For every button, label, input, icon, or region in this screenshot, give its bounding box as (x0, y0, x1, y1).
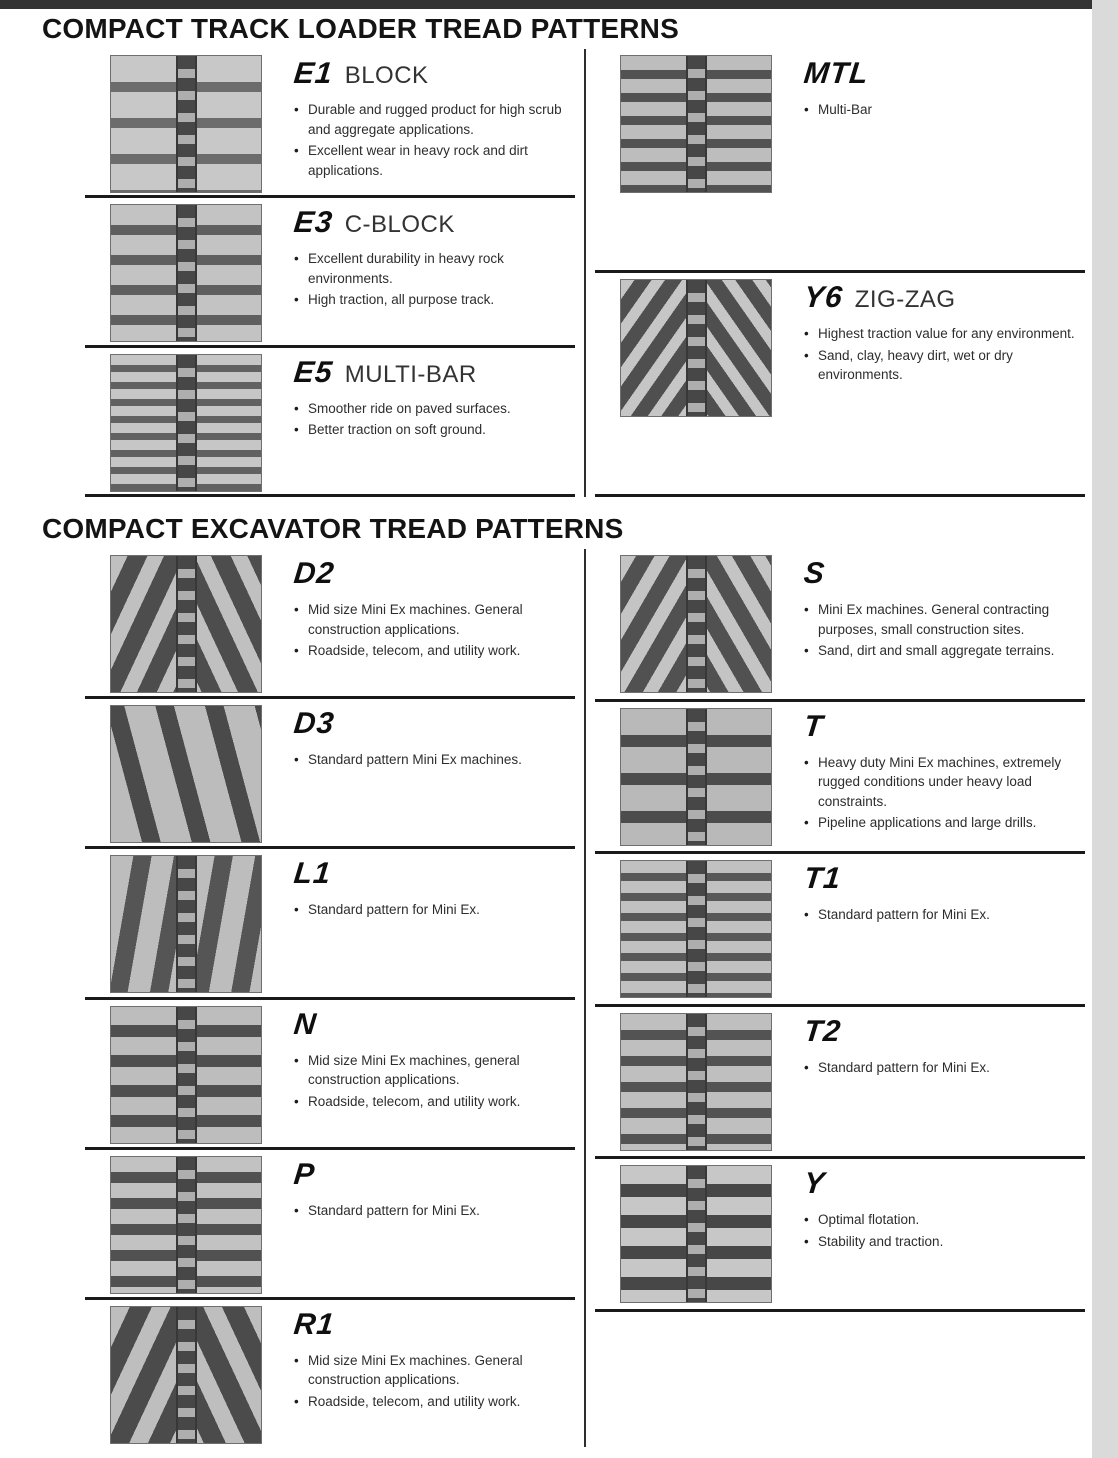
pattern-bullet-list (294, 249, 575, 310)
pattern-bullet-list (294, 1351, 575, 1412)
page-top-bar (0, 0, 1118, 9)
bullet-item: • Mid size Mini Ex machines, general construction applications. (294, 1051, 575, 1090)
bullet-item: • Standard pattern for Mini Ex. (804, 905, 1085, 925)
bullet-item: • Multi-Bar (804, 100, 1085, 120)
pattern-info (294, 705, 575, 838)
pattern-row-p (85, 1150, 575, 1297)
section-title-excavator: COMPACT EXCAVATOR TREAD PATTERNS (42, 513, 624, 544)
tread-photo-t1 (620, 860, 772, 998)
pattern-bullet-list (294, 1201, 575, 1221)
pattern-heading (294, 356, 575, 390)
tread-photo-t (620, 708, 772, 846)
pattern-subtitle: ZIG-ZAG (854, 286, 956, 313)
empty-cell (595, 1312, 1085, 1448)
pattern-heading (804, 1015, 1085, 1049)
pattern-code: Y6 (802, 281, 845, 314)
pattern-bullet-list (804, 1058, 1085, 1078)
section-end-rule (85, 494, 575, 497)
scan-edge-strip (1092, 0, 1118, 1458)
pattern-code: T (802, 709, 826, 743)
bullet-item: • Smoother ride on paved surfaces. (294, 399, 575, 419)
tread-photo-y (620, 1165, 772, 1303)
bullet-item: • Durable and rugged product for high scrub and aggregate applications. (294, 100, 575, 139)
pattern-heading (804, 281, 1085, 315)
pattern-row-r1 (85, 1300, 575, 1447)
bullet-item: • Pipeline applications and large drills. (804, 813, 1085, 833)
pattern-bullet-list (804, 600, 1085, 661)
track-loader-section (85, 49, 1087, 497)
pattern-code: L1 (292, 857, 333, 891)
pattern-row-t2 (595, 1007, 1085, 1157)
pattern-heading (804, 57, 1085, 91)
tread-photo-mtl (620, 55, 772, 193)
section-end-rule (595, 494, 1085, 497)
bullet-item: • Roadside, telecom, and utility work. (294, 1392, 575, 1412)
pattern-bullet-list (294, 750, 575, 770)
tread-photo-n (110, 1006, 262, 1144)
pattern-heading (804, 1167, 1085, 1201)
excavator-left-column (85, 549, 575, 1447)
bullet-item: • Optimal flotation. (804, 1210, 1085, 1230)
pattern-heading (294, 1308, 575, 1342)
bullet-item: • Standard pattern for Mini Ex. (294, 1201, 575, 1221)
pattern-info (804, 279, 1085, 486)
bullet-item: • Standard pattern for Mini Ex. (804, 1058, 1085, 1078)
tread-photo-e1-block (110, 55, 262, 193)
pattern-heading (804, 557, 1085, 591)
pattern-info (294, 555, 575, 688)
pattern-info (294, 1306, 575, 1439)
pattern-info (294, 55, 575, 187)
pattern-info (804, 1013, 1085, 1149)
bullet-item: • Sand, clay, heavy dirt, wet or dry environments. (804, 346, 1085, 385)
pattern-code: E3 (292, 206, 335, 240)
pattern-row-d3 (85, 699, 575, 846)
pattern-row-y (595, 1159, 1085, 1309)
pattern-info (294, 855, 575, 988)
pattern-info (294, 354, 575, 486)
pattern-bullet-list (804, 1210, 1085, 1251)
pattern-bullet-list (294, 100, 575, 180)
tread-photo-r1 (110, 1306, 262, 1444)
bullet-item: • Heavy duty Mini Ex machines, extremely rugged conditions under heavy load constraints. (804, 753, 1085, 812)
excavator-section (85, 549, 1087, 1447)
pattern-bullet-list (294, 399, 575, 440)
pattern-row-e5 (85, 348, 575, 494)
pattern-heading (804, 710, 1085, 744)
tread-photo-p (110, 1156, 262, 1294)
tread-photo-s (620, 555, 772, 693)
pattern-heading (294, 1008, 575, 1042)
pattern-subtitle: C-BLOCK (344, 211, 455, 239)
pattern-code: S (802, 557, 827, 590)
pattern-code: MTL (802, 57, 871, 90)
bullet-item: • Excellent durability in heavy rock environments. (294, 249, 575, 288)
loader-left-column (85, 49, 575, 497)
pattern-row-t1 (595, 854, 1085, 1004)
excavator-right-column (595, 549, 1085, 1447)
pattern-info (804, 55, 1085, 262)
tread-photo-t2 (620, 1013, 772, 1151)
tread-photo-d2 (110, 555, 262, 693)
bullet-item: • High traction, all purpose track. (294, 290, 575, 310)
pattern-info (804, 555, 1085, 691)
pattern-bullet-list (294, 600, 575, 661)
bullet-item: • Roadside, telecom, and utility work. (294, 641, 575, 661)
pattern-info (294, 1006, 575, 1139)
pattern-heading (294, 57, 575, 91)
pattern-code: R1 (292, 1307, 337, 1341)
pattern-bullet-list (294, 1051, 575, 1112)
pattern-subtitle: BLOCK (344, 62, 429, 89)
bullet-item: • Roadside, telecom, and utility work. (294, 1092, 575, 1112)
pattern-subtitle: MULTI-BAR (344, 360, 477, 388)
pattern-row-e3 (85, 198, 575, 344)
pattern-code: Y (802, 1167, 827, 1200)
loader-right-column (595, 49, 1085, 497)
pattern-row-d2 (85, 549, 575, 696)
pattern-row-t (595, 702, 1085, 852)
pattern-code: E5 (292, 355, 335, 389)
pattern-code: P (292, 1157, 317, 1191)
pattern-row-n (85, 1000, 575, 1147)
tread-photo-e3-c-block (110, 204, 262, 342)
pattern-info (804, 1165, 1085, 1301)
pattern-heading (294, 557, 575, 591)
pattern-info (294, 204, 575, 336)
column-divider (584, 49, 586, 497)
tread-photo-d3 (110, 705, 262, 843)
pattern-heading (294, 1158, 575, 1192)
tread-photo-e5-multi-bar (110, 354, 262, 492)
pattern-code: T1 (802, 862, 843, 895)
bullet-item: • Standard pattern Mini Ex machines. (294, 750, 575, 770)
pattern-info (804, 860, 1085, 996)
pattern-code: E1 (292, 57, 335, 90)
pattern-row-s (595, 549, 1085, 699)
pattern-bullet-list (804, 100, 1085, 120)
pattern-code: D3 (292, 707, 337, 741)
pattern-code: D2 (292, 557, 337, 590)
pattern-heading (294, 707, 575, 741)
pattern-code: T2 (802, 1014, 843, 1048)
bullet-item: • Sand, dirt and small aggregate terrains. (804, 641, 1085, 661)
bullet-item: • Highest traction value for any environment. (804, 324, 1085, 344)
pattern-heading (294, 857, 575, 891)
pattern-row-y6 (595, 273, 1085, 494)
pattern-bullet-list (294, 900, 575, 920)
pattern-info (804, 708, 1085, 844)
catalog-page (0, 9, 1092, 1447)
bullet-item: • Mid size Mini Ex machines. General construction applications. (294, 1351, 575, 1390)
bullet-item: • Excellent wear in heavy rock and dirt applications. (294, 141, 575, 180)
bullet-item: • Standard pattern for Mini Ex. (294, 900, 575, 920)
pattern-bullet-list (804, 753, 1085, 833)
bullet-item: • Stability and traction. (804, 1232, 1085, 1252)
pattern-code: N (292, 1007, 319, 1041)
bullet-item: • Mini Ex machines. General contracting purposes, small construction sites. (804, 600, 1085, 639)
pattern-heading (294, 206, 575, 240)
column-divider (584, 549, 586, 1447)
pattern-row-l1 (85, 849, 575, 996)
pattern-heading (804, 862, 1085, 896)
pattern-row-e1 (85, 49, 575, 195)
tread-photo-l1 (110, 855, 262, 993)
bullet-item: • Mid size Mini Ex machines. General construction applications. (294, 600, 575, 639)
section-title-track-loader: COMPACT TRACK LOADER TREAD PATTERNS (42, 13, 679, 44)
pattern-info (294, 1156, 575, 1289)
bullet-item: • Better traction on soft ground. (294, 420, 575, 440)
pattern-row-mtl (595, 49, 1085, 270)
pattern-bullet-list (804, 324, 1085, 385)
pattern-bullet-list (804, 905, 1085, 925)
tread-photo-y6-zig-zag (620, 279, 772, 417)
